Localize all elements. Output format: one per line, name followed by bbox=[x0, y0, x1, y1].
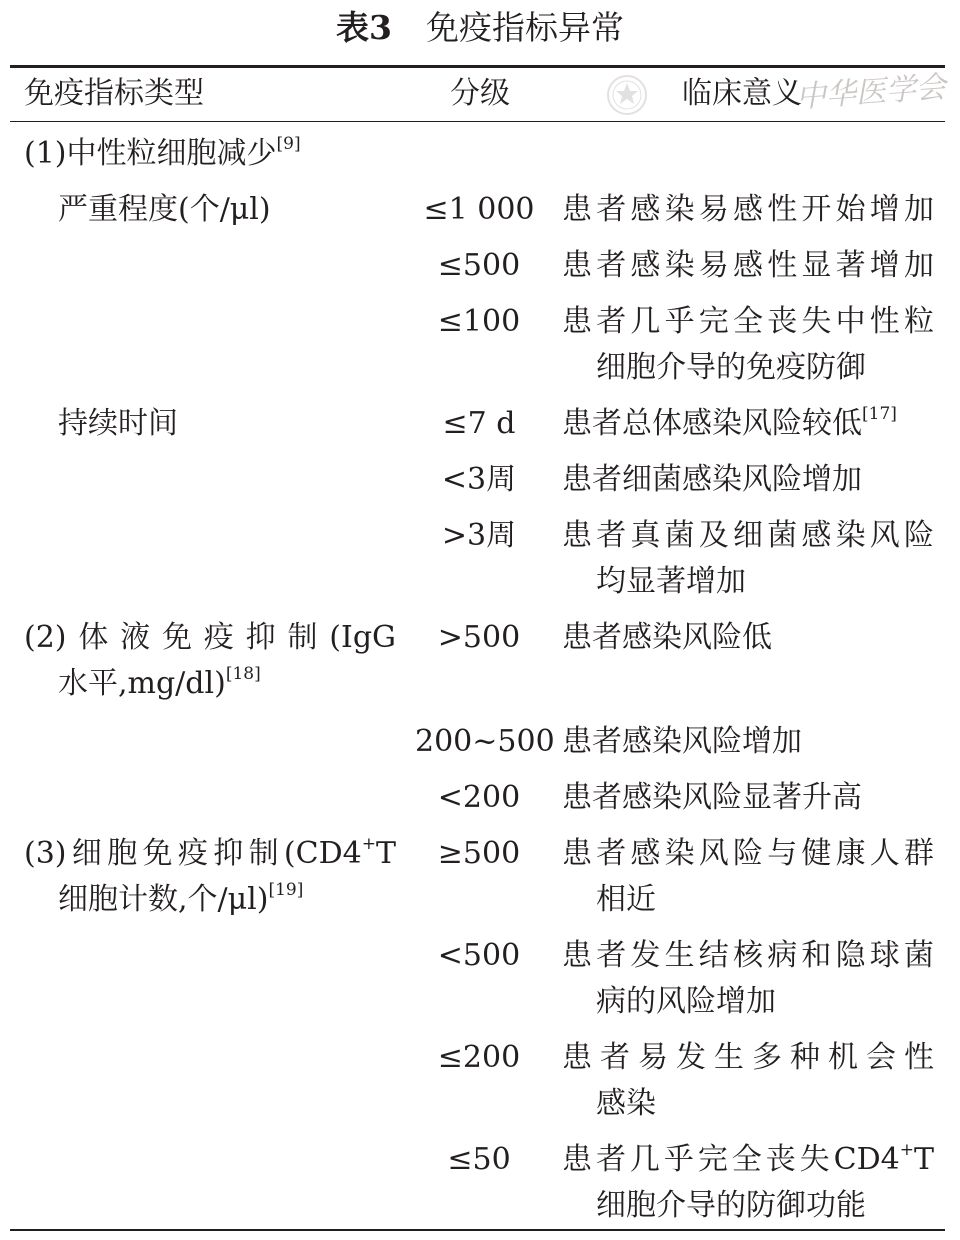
header-clinical-significance: 临床意义 bbox=[682, 76, 802, 111]
grade-cell: ≤50 bbox=[447, 1142, 511, 1177]
grade-cell: ≤1 000 bbox=[423, 192, 535, 227]
meaning-cell: 患者感染风险显著升高 bbox=[562, 780, 862, 815]
bottom-rule bbox=[10, 1229, 945, 1231]
meaning-cell: 患者感染风险低 bbox=[562, 620, 772, 655]
reference: [18] bbox=[225, 664, 261, 684]
meaning-cell: 患者几乎完全丧失中性粒 细胞介导的免疫防御 bbox=[562, 304, 934, 385]
meaning-cell: 患者感染风险与健康人群 相近 bbox=[562, 836, 934, 917]
grade-cell: <3周 bbox=[441, 462, 517, 497]
meaning-cell: 患者发生结核病和隐球菌 病的风险增加 bbox=[562, 938, 934, 1019]
section-2-heading: (2)体液免疫抑制(IgG 水平,mg/dl)[18] bbox=[24, 620, 396, 701]
subgroup-severity-label: 严重程度(个/μl) bbox=[58, 192, 271, 227]
meaning-cell: 患者易发生多种机会性 感染 bbox=[562, 1040, 934, 1121]
subgroup-duration-label: 持续时间 bbox=[58, 406, 178, 441]
grade-cell: <200 bbox=[437, 780, 521, 815]
meaning-cell: 患者总体感染风险较低[17] bbox=[562, 404, 897, 441]
header-indicator-type: 免疫指标类型 bbox=[24, 76, 204, 111]
grade-cell: ≤7 d bbox=[442, 406, 516, 441]
grade-cell: ≥500 bbox=[437, 836, 521, 871]
reference: [19] bbox=[268, 880, 304, 900]
meaning-cell: 患者细菌感染风险增加 bbox=[562, 462, 862, 497]
meaning-cell: 患者感染易感性显著增加 bbox=[562, 248, 934, 283]
meaning-cell: 患者感染易感性开始增加 bbox=[562, 192, 934, 227]
section-1-heading: (1)中性粒细胞减少[9] bbox=[24, 134, 301, 171]
grade-cell: ≤100 bbox=[437, 304, 521, 339]
grade-cell: ≤200 bbox=[437, 1040, 521, 1075]
reference: [9] bbox=[276, 134, 301, 154]
meaning-cell: 患者感染风险增加 bbox=[562, 724, 802, 759]
top-rule bbox=[10, 65, 945, 68]
grade-cell: >500 bbox=[437, 620, 521, 655]
meaning-cell: 患者真菌及细菌感染风险 均显著增加 bbox=[562, 518, 934, 599]
header-rule bbox=[10, 121, 945, 122]
header-grade: 分级 bbox=[450, 76, 510, 111]
table-title bbox=[0, 6, 960, 50]
watermark-text: 中华医学会 bbox=[794, 69, 948, 116]
meaning-cell: 患者几乎完全丧失CD4+T 细胞介导的防御功能 bbox=[562, 1140, 934, 1223]
grade-cell: <500 bbox=[437, 938, 521, 973]
seal-watermark-icon bbox=[606, 74, 648, 116]
section-3-heading: (3)细胞免疫抑制(CD4+T 细胞计数,个/μl)[19] bbox=[24, 834, 396, 917]
table-number: 表3 bbox=[336, 8, 392, 47]
reference: [17] bbox=[862, 404, 897, 424]
grade-cell: 200~500 bbox=[415, 724, 555, 759]
grade-cell: ≤500 bbox=[437, 248, 521, 283]
table-title-text: 免疫指标异常 bbox=[425, 8, 624, 47]
grade-cell: >3周 bbox=[441, 518, 517, 553]
